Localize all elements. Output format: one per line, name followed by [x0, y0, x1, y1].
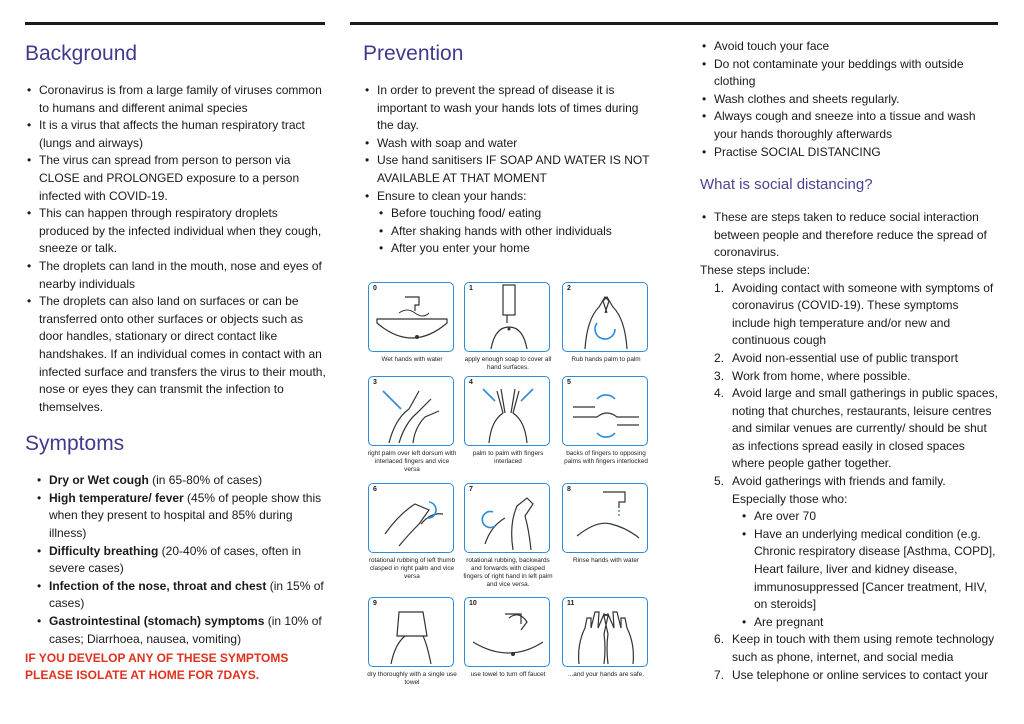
item-text: Use telephone or online services to contact your [732, 667, 989, 682]
list-item: • The droplets can also land on surfaces or can be transferred onto other surfaces or objects such as door handles, stationary or direct contact like handshakes. If an individual comes in contact with an infected surface and transfers the virus to their mouth, nose or eyes they can transmit the infection to themselves. [25, 293, 330, 416]
step-number: 6 [373, 486, 377, 493]
list-item: • Always cough and sneeze into a tissue and wash your hands thoroughly afterwards [700, 108, 998, 143]
symptom-name: Difficulty breathing [49, 543, 159, 558]
step-number: 2 [567, 285, 571, 292]
step-caption: Wet hands with water [381, 356, 443, 363]
list-item: • Are over 70 [740, 508, 998, 526]
list-item: • Use hand sanitisers IF SOAP AND WATER IS NOT AVAILABLE AT THAT MOMENT [363, 152, 653, 187]
background-list [25, 82, 330, 416]
numbered-item [714, 280, 998, 350]
social-distancing-heading: What is social distancing? [700, 176, 873, 194]
list-item: • Do not contaminate your beddings with outside clothing [700, 56, 998, 91]
numbered-item [714, 350, 998, 368]
faucet-icon [563, 484, 649, 554]
step-number: 11 [567, 600, 575, 607]
item-text: Avoid non-essential use of public transport [732, 350, 958, 365]
list-item: • Coronavirus is from a large family of viruses common to humans and different animal species [25, 82, 330, 117]
list-item: • Avoid touch your face [700, 38, 998, 56]
step-2 [561, 282, 651, 364]
list-item: • Wash clothes and sheets regularly. [700, 91, 998, 109]
hands-palm-icon [563, 283, 649, 353]
step-caption: apply enough soap to cover all hand surfaces. [464, 356, 552, 371]
middle-column [363, 0, 653, 258]
prevention-list [363, 82, 653, 258]
dorsum-illustration [368, 376, 454, 446]
step-8 [561, 483, 651, 565]
step-caption: rotational rubbing of left thumb clasped in right palm and vice versa [368, 557, 456, 580]
interlaced-hands-icon [369, 377, 455, 447]
list-item [363, 188, 653, 258]
turn-off-faucet-illustration [464, 597, 550, 667]
steps-intro: These steps include: [700, 262, 811, 277]
list-item: • The virus can spread from person to person via CLOSE and PROLONGED exposure to a person infected with COVID-19. [25, 152, 330, 205]
numbered-item [714, 385, 998, 473]
fingers-interlaced-icon [465, 377, 551, 447]
step-caption: palm to palm with fingers interlaced [472, 450, 544, 465]
numbered-item [714, 631, 998, 666]
sublist-item: • After you enter your home [377, 240, 653, 258]
step-number: 5 [567, 379, 571, 386]
prevention-heading: Prevention [363, 42, 464, 65]
step-9 [367, 597, 457, 687]
step-6 [367, 483, 457, 581]
symptom-detail: (in 10% of cases; Diarrhoea, nausea, vomiting) [49, 614, 322, 646]
symptom-name: Infection of the nose, throat and chest [49, 578, 267, 593]
list-item [35, 578, 330, 613]
list-item: • The droplets can land in the mouth, nose and eyes of nearby individuals [25, 258, 330, 293]
left-column [25, 0, 330, 683]
at-risk-list [732, 508, 998, 631]
interlaced-illustration [464, 376, 550, 446]
fingertip-rubbing-illustration [464, 483, 550, 553]
step-number: 8 [567, 486, 571, 493]
step-caption: Rinse hands with water [572, 557, 640, 564]
list-item: • In order to prevent the spread of disease it is important to wash your hands lots of times during the day. [363, 82, 653, 135]
especially-intro: Especially those who: [732, 491, 848, 506]
list-item [35, 472, 330, 490]
safe-hands-illustration [562, 597, 648, 667]
list-item: • This can happen through respiratory droplets produced by the infected individual when they cough, sneeze or talk. [25, 205, 330, 258]
symptom-detail: (in 65-80% of cases) [148, 473, 263, 488]
symptom-name: Gastrointestinal (stomach) symptoms [49, 614, 265, 629]
rinse-hands-illustration [562, 483, 648, 553]
distancing-steps-list [700, 280, 998, 685]
towel-icon [369, 598, 455, 668]
right-column [700, 0, 998, 684]
step-caption: dry thoroughly with a single use towel [367, 671, 457, 686]
sink-icon [369, 283, 455, 353]
step-caption: ...and your hands are safe. [567, 671, 645, 678]
step-caption: rotational rubbing, backwards and forwards with clasped fingers of right hand in left palm and vice versa. [463, 557, 553, 588]
step-0 [367, 282, 457, 364]
open-hands-icon [563, 598, 649, 668]
item-number: 7. [714, 667, 725, 682]
step-number: 1 [469, 285, 473, 292]
list-item: • These are steps taken to reduce social interaction between people and therefore reduce the spread of coronavirus. [700, 209, 998, 262]
list-item-text: Ensure to clean your hands: [377, 188, 527, 203]
hygiene-list [700, 38, 998, 161]
step-11 [561, 597, 651, 679]
item-number: 1. [714, 280, 725, 295]
list-item [35, 490, 330, 543]
item-number: 5. [714, 474, 725, 489]
step-caption: Rub hands palm to palm [571, 356, 641, 363]
item-text: Avoid large and small gatherings in public spaces, noting that churches, restaurants, leisure centres and similar venues are currently/ should be shut as infections spread easily in closed spaces where people gather together. [732, 386, 998, 471]
list-item: • Wash with soap and water [363, 135, 653, 153]
apply-soap-illustration [464, 282, 550, 352]
social-distancing-list [700, 209, 998, 262]
item-text: Work from home, where possible. [732, 368, 911, 383]
symptoms-heading: Symptoms [25, 432, 125, 456]
isolation-warning [25, 650, 330, 683]
step-number: 7 [469, 486, 473, 493]
numbered-item [714, 368, 998, 386]
step-number: 10 [469, 600, 477, 607]
item-number: 2. [714, 350, 725, 365]
clasped-fingers-icon [465, 484, 551, 554]
list-item [35, 613, 330, 648]
item-number: 3. [714, 368, 725, 383]
list-item: • Have an underlying medical condition (e.g. Chronic respiratory disease [Asthma, COPD], Heart failure, liver and kidney disease, immunosuppressed [Cancer treatment, HIV, on steroids] [740, 526, 998, 614]
warning-line: IF YOU DEVELOP ANY OF THESE SYMPTOMS [25, 651, 289, 666]
item-number: 4. [714, 386, 725, 401]
symptom-name: Dry or Wet cough [49, 473, 149, 488]
symptom-detail: (20-40% of cases, often in severe cases) [49, 543, 302, 576]
step-1 [463, 282, 553, 372]
symptom-name: High temperature/ fever [49, 490, 184, 505]
numbered-item [714, 473, 998, 631]
step-caption: use towel to turn off faucet [470, 671, 546, 678]
list-item: • Are pregnant [740, 614, 998, 632]
step-number: 9 [373, 600, 377, 607]
warning-line: PLEASE ISOLATE AT HOME FOR 7DAYS. [25, 667, 260, 682]
sublist-item: • Before touching food/ eating [377, 205, 653, 223]
backs-of-fingers-illustration [562, 376, 648, 446]
clean-hands-sublist [377, 205, 653, 258]
dry-hands-illustration [368, 597, 454, 667]
list-item: • Practise SOCIAL DISTANCING [700, 144, 998, 162]
symptom-detail: (in 15% of cases) [49, 578, 324, 611]
symptoms-list [25, 472, 330, 648]
sublist-item: • After shaking hands with other individuals [377, 223, 653, 241]
faucet-towel-icon [465, 598, 551, 668]
item-text: Avoid gatherings with friends and family. [732, 474, 946, 489]
list-item [35, 543, 330, 578]
item-number: 6. [714, 632, 725, 647]
item-text: Avoiding contact with someone with symptoms of coronavirus (COVID-19). These symptoms include high temperature and/or new and continuous cough [732, 280, 994, 348]
step-caption: backs of fingers to opposing palms with fingers interlocked [564, 450, 648, 465]
item-text: Keep in touch with them using remote technology such as phone, internet, and social media [732, 632, 995, 664]
step-number: 4 [469, 379, 473, 386]
step-4 [463, 376, 553, 466]
wet-hands-illustration [368, 282, 454, 352]
thumb-rubbing-illustration [368, 483, 454, 553]
step-3 [367, 376, 457, 474]
step-5 [561, 376, 651, 466]
soap-dispenser-icon [465, 283, 551, 353]
palm-to-palm-illustration [562, 282, 648, 352]
thumb-clasp-icon [369, 484, 455, 554]
step-7 [463, 483, 553, 589]
step-number: 3 [373, 379, 377, 386]
background-heading: Background [25, 42, 138, 65]
numbered-item [714, 667, 998, 685]
step-10 [463, 597, 553, 679]
step-caption: right palm over left dorsum with interlaced fingers and vice versa [367, 450, 457, 473]
step-number: 0 [373, 285, 377, 292]
interlocked-fingers-icon [563, 377, 649, 447]
list-item: • It is a virus that affects the human respiratory tract (lungs and airways) [25, 117, 330, 152]
symptom-detail: (45% of people show this when they present to hospital and 85% during illness) [49, 490, 322, 541]
